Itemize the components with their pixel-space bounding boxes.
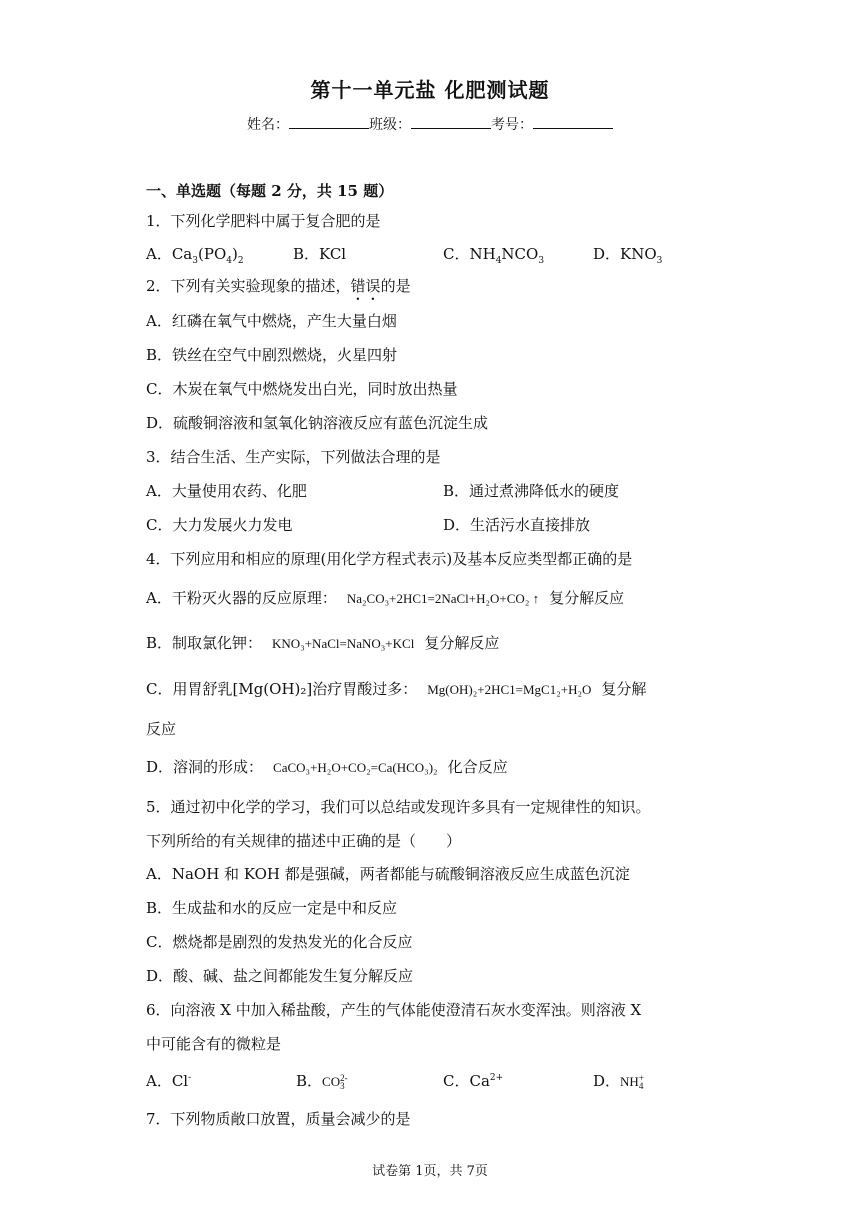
q6-option-c: C．$Ca^{2+}$	[443, 1072, 504, 1090]
q5-stem-line1: 5．通过初中化学的学习，我们可以总结或发现许多具有一定规律性的知识。	[146, 798, 651, 816]
q3-option-c: C．大力发展火力发电	[146, 516, 293, 534]
q3-stem: 3．结合生活、生产实际，下列做法合理的是	[146, 448, 441, 466]
q2-emphasis: 错误	[350, 277, 381, 295]
q1-stem: 1．下列化学肥料中属于复合肥的是	[146, 212, 381, 230]
q4-option-c: C．用胃舒乳[Mg(OH)₂]治疗胃酸过多： Mg(OH)₂+2HC1=MgC1₂+H₂O 复分解	[146, 680, 647, 698]
q3-option-b: B．通过煮沸降低水的硬度	[443, 482, 620, 500]
exam-no-label: 考号：	[491, 117, 533, 133]
q4-option-b: B．制取氯化钾： KNO₃+NaCl=NaNO₃+KCl 复分解反应	[146, 634, 500, 652]
q5-option-a: A．NaOH 和 KOH 都是强碱，两者都能与硫酸铜溶液反应生成蓝色沉淀	[146, 865, 630, 883]
class-blank	[411, 116, 491, 129]
class-label: 班级：	[369, 117, 411, 133]
q4-a-equation: Na₂CO₃+2HC1=2NaCl+H₂O+CO₂ ↑	[346, 591, 540, 606]
q5-option-b: B．生成盐和水的反应一定是中和反应	[146, 899, 398, 917]
q1-option-a: A．$Ca_3(PO_4)_2$	[146, 245, 244, 266]
q4-option-a: A．干粉灭火器的反应原理： Na₂CO₃+2HC1=2NaCl+H₂O+CO₂ ↑ 复分解反应	[146, 589, 625, 607]
page-footer: 试卷第 1页，共 7页	[372, 1164, 488, 1179]
q1-option-d: D．$KNO_3$	[593, 245, 663, 266]
exam-no-blank	[533, 116, 613, 129]
q3-option-d: D．生活污水直接排放	[443, 516, 591, 534]
q1-option-b: B．KCl	[293, 245, 347, 263]
q6-option-b: B．CO 2- 3	[296, 1072, 348, 1091]
page-title: 第十一单元盐 化肥测试题	[310, 78, 550, 102]
q5-stem-line2: 下列所给的有关规律的描述中正确的是（ ）	[146, 832, 462, 850]
q6-stem-line1: 6．向溶液 X 中加入稀盐酸，产生的气体能使澄清石灰水变浑浊。则溶液 X	[146, 1001, 642, 1019]
q4-b-equation: KNO₃+NaCl=NaNO₃+KCl	[272, 636, 415, 651]
q6-option-a: A．Cl-	[146, 1072, 192, 1090]
q2-option-d: D．硫酸铜溶液和氢氧化钠溶液反应有蓝色沉淀生成	[146, 414, 489, 432]
q2-option-b: B．铁丝在空气中剧烈燃烧，火星四射	[146, 346, 398, 364]
q6-stem-line2: 中可能含有的微粒是	[146, 1035, 282, 1053]
q4-stem: 4．下列应用和相应的原理(用化学方程式表示)及基本反应类型都正确的是	[146, 550, 633, 568]
q5-option-c: C．燃烧都是剧烈的发热发光的化合反应	[146, 933, 413, 951]
name-label: 姓名：	[247, 117, 289, 133]
section-heading: 一、单选题（每题 2 分，共 15 题）	[146, 182, 394, 200]
q1-option-c: C．$NH_4NCO_3$	[443, 245, 545, 266]
q3-option-a: A．大量使用农药、化肥	[146, 482, 307, 500]
student-info	[0, 114, 860, 134]
q7-stem: 7．下列物质敞口放置，质量会减少的是	[146, 1110, 411, 1128]
q4-d-equation: CaCO₃+H₂O+CO₂=Ca(HCO₃)₂	[273, 760, 438, 775]
q4-option-c-cont: 反应	[146, 720, 177, 738]
q2-option-a: A．红磷在氧气中燃烧，产生大量白烟	[146, 312, 397, 330]
q5-option-d: D．酸、碱、盐之间都能发生复分解反应	[146, 967, 414, 985]
q2-stem: 2．下列有关实验现象的描述，错误的是	[146, 277, 411, 295]
q6-option-d: D．NH + 4	[593, 1072, 644, 1091]
q2-option-c: C．木炭在氧气中燃烧发出白光，同时放出热量	[146, 380, 458, 398]
q4-c-equation: Mg(OH)₂+2HC1=MgC1₂+H₂O	[427, 682, 592, 697]
name-blank	[289, 116, 369, 129]
q4-option-d: D．溶洞的形成： CaCO₃+H₂O+CO₂=Ca(HCO₃)₂ 化合反应	[146, 758, 508, 776]
